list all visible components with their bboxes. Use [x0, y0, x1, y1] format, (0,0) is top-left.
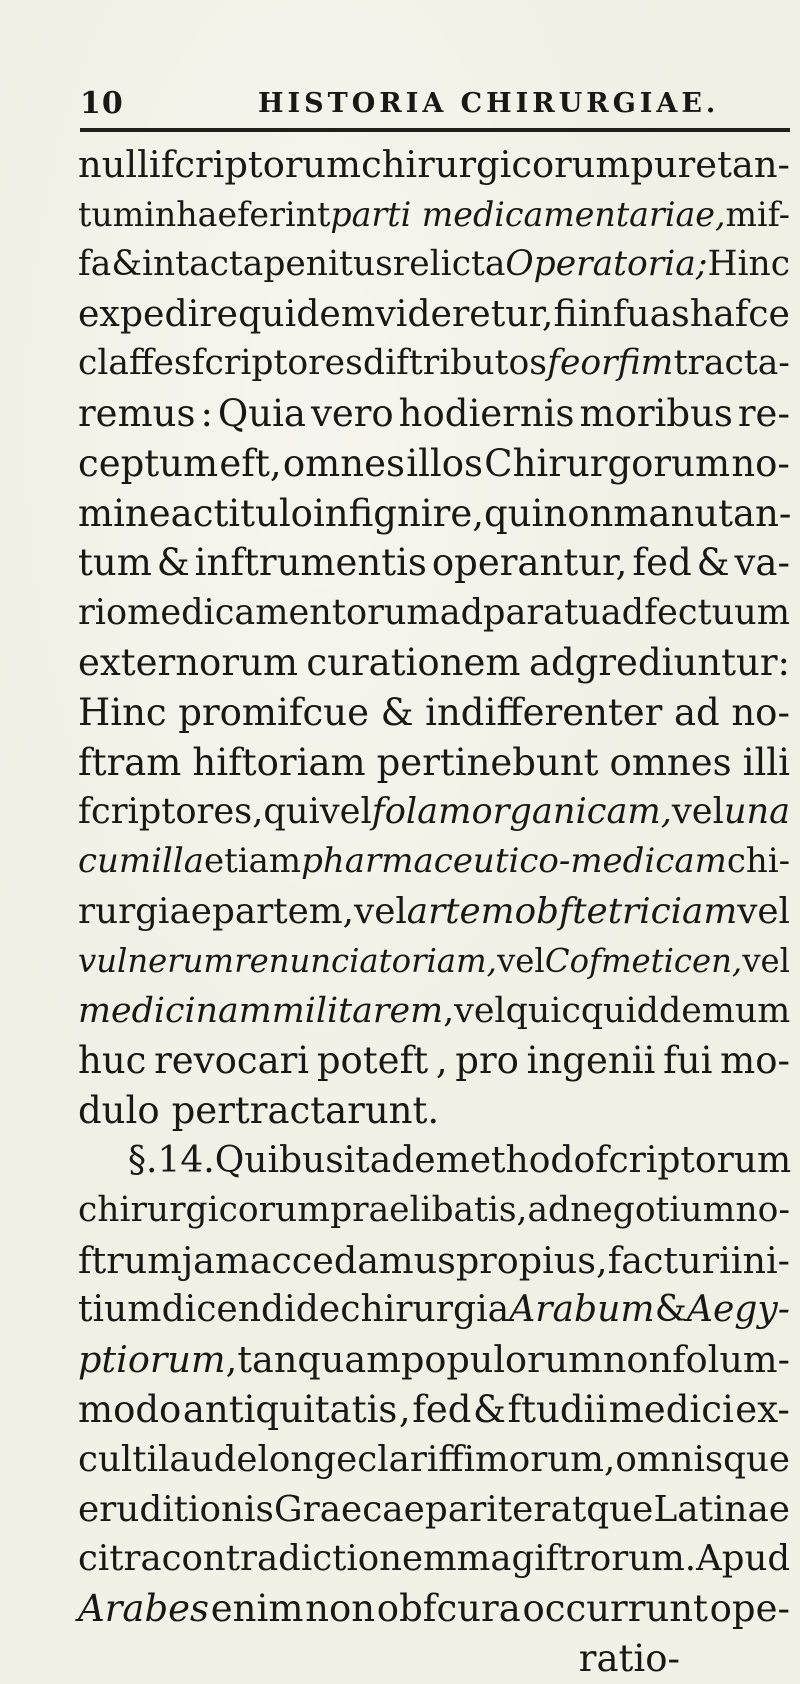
word: facturi	[607, 1238, 731, 1282]
text-line	[78, 140, 790, 190]
word: operantur,	[431, 541, 628, 585]
word: folum-	[672, 1338, 790, 1382]
word: vel	[497, 941, 545, 980]
word: chirurgicorum	[361, 143, 631, 186]
word: folam	[371, 791, 472, 833]
word: de	[391, 1139, 436, 1181]
text-line	[78, 1634, 790, 1684]
word: intacta	[142, 243, 264, 284]
word: adgrediuntur:	[528, 640, 790, 684]
word: non	[602, 1338, 672, 1382]
text-line	[78, 588, 790, 638]
word: Apud	[696, 1538, 791, 1580]
text-line	[78, 538, 790, 588]
word: accedamus	[249, 1238, 456, 1282]
word: renunciatoriam,	[234, 941, 497, 980]
word: ac	[170, 491, 214, 535]
word: inftrumentis	[194, 541, 427, 585]
word: expedire	[78, 292, 238, 336]
text-line	[78, 638, 790, 688]
word: demum	[658, 990, 791, 1031]
word: ,	[443, 990, 455, 1031]
word: §.	[128, 1139, 158, 1181]
word: longe	[257, 1438, 358, 1480]
word: medici	[608, 1387, 734, 1431]
word: fcriptores,	[78, 791, 264, 833]
word: ,	[225, 1338, 238, 1382]
word: &	[380, 690, 414, 734]
word: fi	[553, 292, 578, 336]
word: mo-	[720, 1039, 790, 1083]
word: Quia	[217, 391, 306, 435]
word: vel	[354, 890, 407, 932]
word: tum	[78, 541, 152, 585]
word: vel	[671, 791, 724, 833]
text-line	[78, 190, 790, 240]
word: chirurgicorum	[78, 1189, 330, 1230]
word: &	[473, 1387, 506, 1431]
word: Operatoria;	[505, 243, 708, 284]
word: curationem	[306, 640, 521, 684]
text-line	[78, 787, 790, 837]
word: medicinam	[78, 990, 272, 1031]
word: mif-	[725, 194, 790, 234]
word: omnes	[609, 740, 732, 784]
word: ,	[398, 1387, 411, 1431]
word: videretur,	[375, 292, 554, 336]
word: illi	[742, 740, 790, 784]
word: non	[543, 491, 614, 535]
word: ceptum	[78, 441, 219, 485]
word: qui	[484, 491, 544, 535]
word: va-	[734, 541, 790, 585]
word: diftributos	[362, 343, 547, 384]
text-line	[78, 289, 790, 339]
word: &	[696, 541, 730, 585]
word: tracta-	[673, 343, 790, 384]
word: quicquid	[505, 990, 659, 1031]
word: pure	[630, 143, 717, 186]
text-line	[78, 887, 790, 937]
word: tanquam	[237, 1338, 401, 1382]
word: &	[156, 541, 190, 585]
word: pro	[455, 1039, 519, 1083]
word: pharmaceutico-	[301, 841, 571, 882]
word: hafce	[689, 292, 790, 336]
word: de	[295, 1288, 341, 1331]
word: tan-	[718, 491, 792, 535]
word: ex-	[735, 1387, 790, 1431]
word: penitus	[263, 243, 393, 284]
word: obftetriciam	[514, 890, 738, 932]
word: vulnerum	[78, 941, 235, 980]
word: pertinebunt	[376, 740, 599, 784]
word: Aegy-	[686, 1288, 790, 1331]
word: pariter	[424, 1488, 551, 1530]
word: cum	[78, 841, 152, 882]
text-line	[78, 1435, 790, 1485]
word: feorfim	[547, 343, 674, 384]
word: nulli	[78, 143, 161, 186]
word: huc	[78, 1039, 147, 1083]
word: Hinc	[78, 690, 167, 734]
word: poteft	[316, 1039, 429, 1083]
page-number: 10	[80, 86, 124, 121]
word: Arabes	[78, 1587, 210, 1631]
text-line	[78, 1285, 790, 1335]
text-line	[78, 389, 790, 439]
word: omnisque	[615, 1438, 790, 1480]
text-line	[78, 1335, 790, 1385]
word: :	[200, 391, 213, 435]
word: dicendi	[161, 1288, 296, 1331]
word: negotium	[570, 1189, 736, 1230]
text-line	[78, 1236, 790, 1286]
word: Latinae	[653, 1488, 790, 1530]
header-rule	[80, 128, 790, 132]
word: manu	[613, 491, 719, 535]
word: claffes	[78, 343, 192, 384]
text-line	[78, 937, 790, 987]
word: in	[577, 292, 613, 336]
word: propius,	[455, 1238, 608, 1282]
word: occurrunt	[522, 1587, 708, 1631]
word: ad	[673, 690, 720, 734]
word: infignire,	[312, 491, 484, 535]
text-line	[78, 1584, 790, 1634]
word: medicam	[570, 841, 727, 882]
text-line	[78, 339, 790, 389]
word: fcriptorum	[595, 1139, 792, 1181]
word: obfcura	[376, 1587, 521, 1631]
word: enim	[210, 1587, 304, 1631]
text-line	[78, 1186, 790, 1236]
text-line	[78, 240, 790, 290]
word: ini-	[730, 1238, 790, 1282]
word: non	[305, 1587, 376, 1631]
word: ingenii	[526, 1039, 656, 1083]
word: indifferenter	[425, 690, 663, 734]
word: 14.	[157, 1139, 215, 1181]
word: hodiernis	[398, 391, 575, 435]
running-head	[80, 86, 790, 126]
word: chi-	[726, 841, 791, 882]
word: eruditionis	[78, 1488, 274, 1530]
word: praelibatis,ad	[330, 1189, 571, 1230]
word: no-	[731, 690, 790, 734]
word: promifcue	[178, 690, 369, 734]
word: eft,	[219, 441, 282, 485]
word: vel	[742, 941, 790, 980]
word: una	[723, 791, 791, 833]
word: vel	[454, 990, 506, 1031]
word: citra	[78, 1538, 162, 1580]
word: ptiorum	[78, 1338, 226, 1382]
word: mine	[78, 491, 171, 535]
word: fed	[412, 1387, 472, 1431]
word: externorum	[78, 640, 298, 684]
word: ope-	[709, 1587, 790, 1631]
body-text	[78, 140, 790, 1684]
word: no-	[735, 1189, 790, 1230]
word: dulo	[78, 1089, 160, 1133]
word: fcriptores	[191, 343, 363, 384]
word: ftudii	[507, 1387, 608, 1431]
word: ftram	[78, 740, 182, 784]
word: magiftrorum.	[456, 1538, 697, 1580]
word: militarem	[271, 990, 444, 1031]
word: vel	[737, 890, 790, 932]
word: inhaeferint	[144, 194, 331, 234]
word: antiquitatis	[182, 1387, 398, 1431]
word: illos	[406, 441, 484, 485]
text-line	[78, 439, 790, 489]
word: atque	[550, 1488, 654, 1530]
word: methodo	[435, 1139, 596, 1181]
word: ,	[435, 1039, 448, 1083]
word: contradictionem	[161, 1538, 457, 1580]
word: Quibus	[214, 1139, 344, 1181]
word: ratio-	[578, 1636, 680, 1680]
word: tan-	[717, 143, 790, 186]
text-line	[78, 837, 790, 887]
text-line	[78, 987, 790, 1037]
running-title: HISTORIA CHIRURGIAE.	[258, 88, 720, 119]
word: fa	[78, 243, 112, 284]
text-line	[78, 688, 790, 738]
word: medicamentorum	[127, 592, 440, 634]
word: ,	[342, 890, 354, 932]
word: adparatu	[439, 592, 601, 634]
word: ftrum	[78, 1238, 182, 1282]
text-line	[78, 1036, 790, 1086]
word: jam	[181, 1238, 250, 1282]
word: rio	[78, 592, 128, 634]
text-line	[78, 738, 790, 788]
word: parti medicamentariae,	[330, 194, 726, 234]
word: fuas	[612, 292, 690, 336]
word: artem	[406, 890, 515, 932]
word: hiftoriam	[192, 740, 366, 784]
word: revocari	[154, 1039, 310, 1083]
word: laude	[158, 1438, 258, 1480]
word: titulo	[213, 491, 313, 535]
word: qui	[263, 791, 320, 833]
text-line	[78, 1136, 790, 1186]
word: clariffimorum,	[357, 1438, 616, 1480]
word: fcriptorum	[160, 143, 361, 186]
word: vero	[310, 391, 394, 435]
word: Arabum	[509, 1288, 655, 1331]
word: no-	[731, 441, 790, 485]
word: organicam,	[471, 791, 672, 833]
word: relicta	[392, 243, 506, 284]
word: etiam	[204, 841, 302, 882]
word: quidem	[238, 292, 376, 336]
word: populorum	[400, 1338, 603, 1382]
word: Hinc	[707, 243, 791, 284]
word: rurgiae	[78, 890, 212, 932]
word: Cofmeticen,	[544, 941, 743, 980]
text-line	[78, 1385, 790, 1435]
word: fed	[632, 541, 692, 585]
word: fui	[663, 1039, 713, 1083]
word: Chirurgorum	[484, 441, 731, 485]
word: re-	[737, 391, 790, 435]
word: culti	[78, 1438, 158, 1480]
word: moribus	[579, 391, 733, 435]
word: modo	[78, 1387, 182, 1431]
word: tium	[78, 1288, 162, 1331]
word: Graecae	[274, 1488, 425, 1530]
word: partem	[211, 890, 343, 932]
text-line	[78, 1534, 790, 1584]
word: ita	[343, 1139, 392, 1181]
text-line	[78, 489, 790, 539]
word: omnes	[282, 441, 405, 485]
word: chirurgia	[340, 1288, 510, 1331]
word: remus	[78, 391, 196, 435]
text-line	[78, 1485, 790, 1535]
text-line	[78, 1086, 790, 1136]
word: pertractarunt.	[171, 1089, 440, 1133]
word: adfectuum	[600, 592, 790, 634]
word: illa	[151, 841, 205, 882]
word: &	[111, 243, 142, 284]
word: tum	[78, 194, 145, 234]
word: vel	[319, 791, 372, 833]
word: &	[654, 1288, 687, 1331]
